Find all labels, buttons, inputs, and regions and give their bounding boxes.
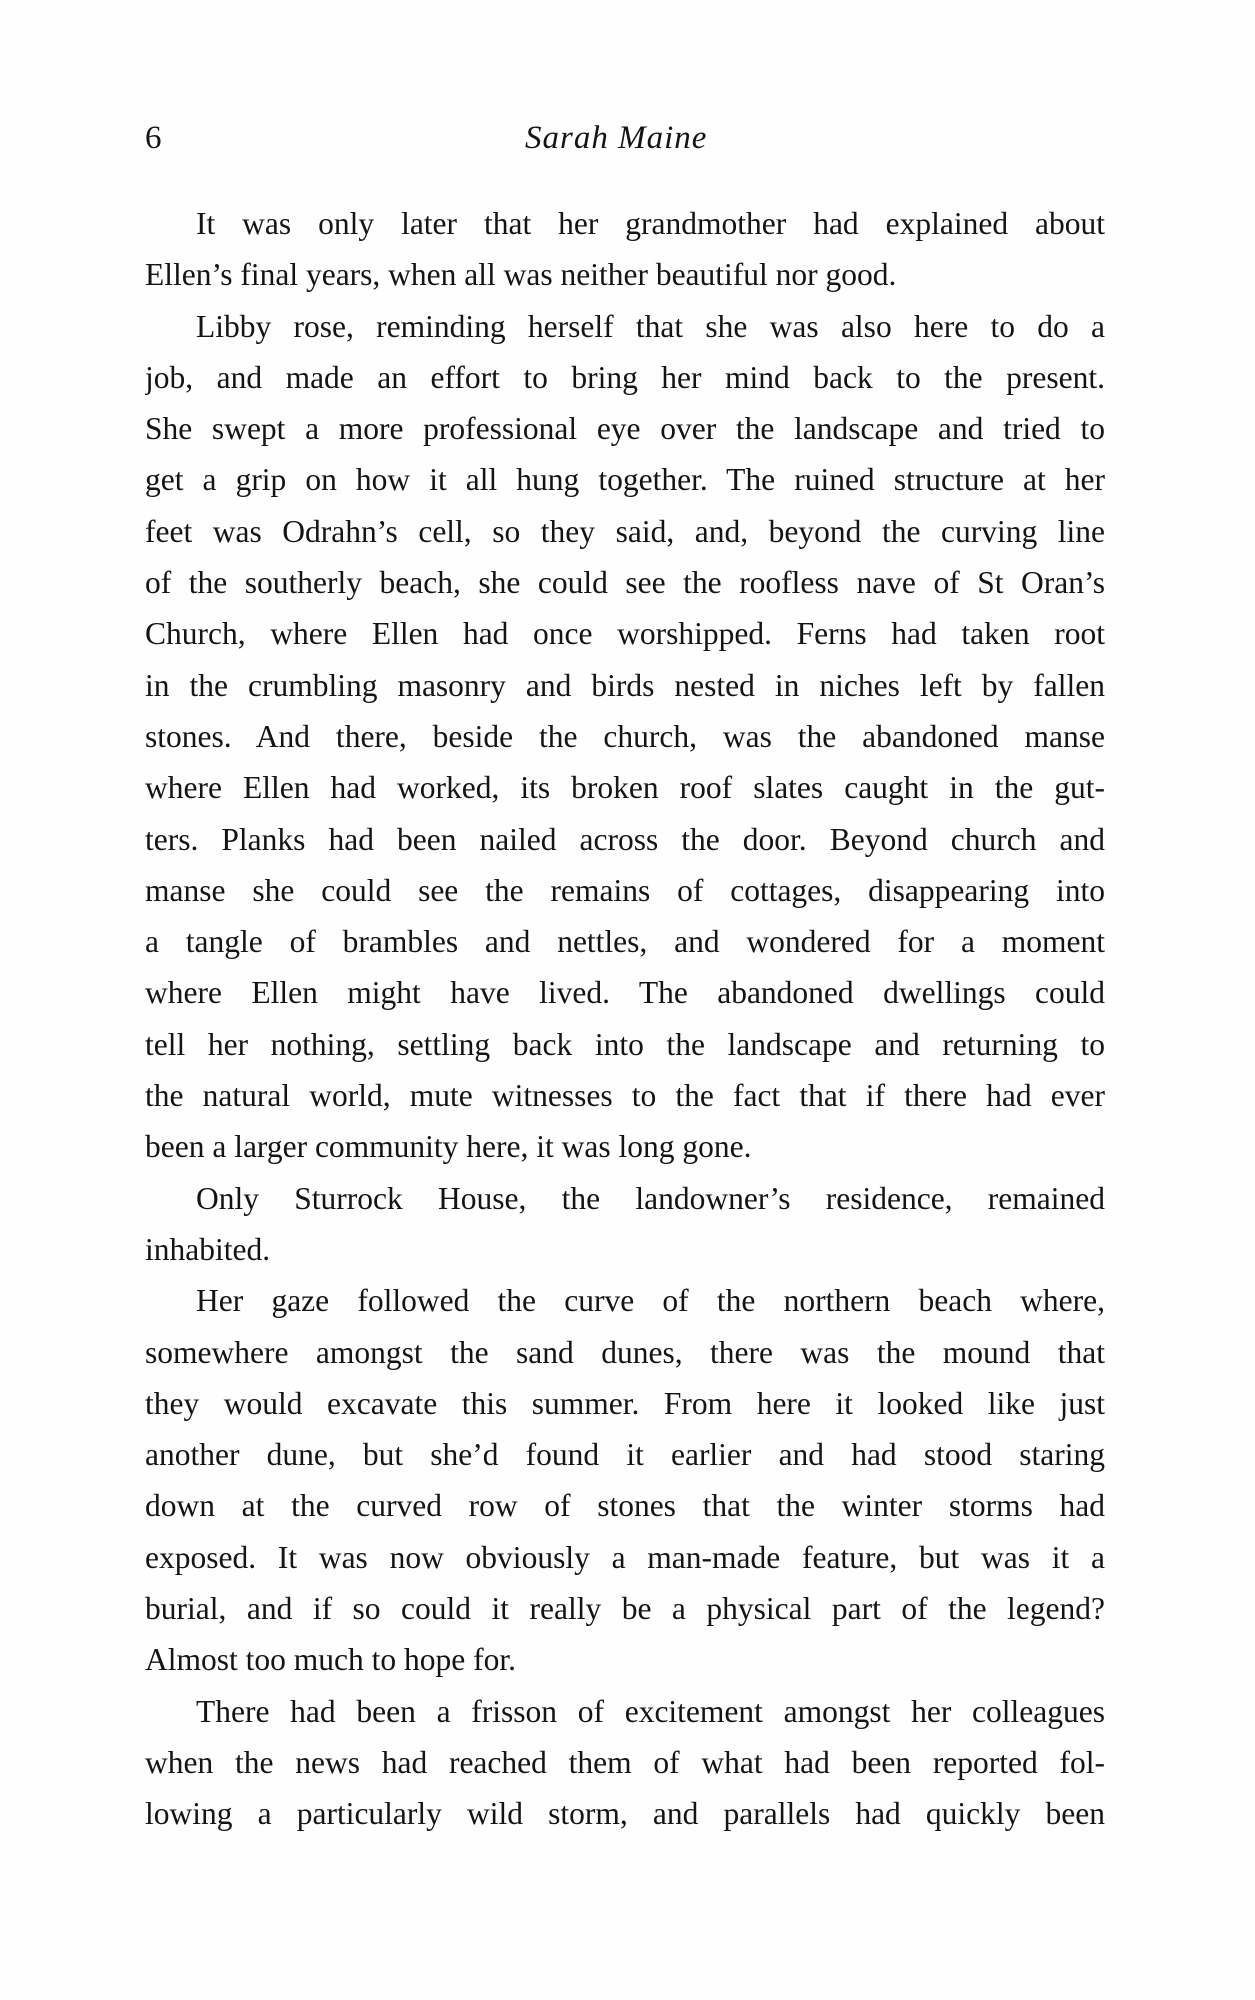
body-text [145, 198, 1105, 1840]
text-line: feet was Odrahn’s cell, so they said, and, beyond the curving line [145, 513, 1105, 549]
text-line: Almost too much to hope for. [145, 1642, 516, 1678]
text-line: exposed. It was now obviously a man-made feature, but was it a [145, 1539, 1105, 1575]
running-title-author: Sarah Maine [525, 120, 708, 156]
text-line: where Ellen might have lived. The abandoned dwellings could [145, 975, 1105, 1011]
text-line: inhabited. [145, 1231, 271, 1267]
text-line: they would excavate this summer. From here it looked like just [145, 1385, 1105, 1421]
text-line: It was only later that her grandmother had explained about [196, 206, 1105, 241]
text-line: job, and made an effort to bring her mind back to the present. [145, 359, 1105, 395]
text-line: where Ellen had worked, its broken roof slates caught in the gut- [145, 770, 1105, 806]
text-line: manse she could see the remains of cottages, disappearing into [145, 872, 1105, 908]
text-line: somewhere amongst the sand dunes, there was the mound that [145, 1334, 1105, 1370]
page-number: 6 [145, 120, 162, 156]
running-head [145, 118, 1105, 158]
text-line: the natural world, mute witnesses to the fact that if there had ever [145, 1078, 1105, 1114]
text-line: been a larger community here, it was long gone. [145, 1129, 752, 1165]
text-line: down at the curved row of stones that the winter storms had [145, 1488, 1105, 1524]
text-line: ters. Planks had been nailed across the door. Beyond church and [145, 821, 1105, 857]
text-line: Only Sturrock House, the landowner’s residence, remained [196, 1180, 1105, 1216]
text-line: Her gaze followed the curve of the northern beach where, [196, 1283, 1105, 1319]
text-line: another dune, but she’d found it earlier and had stood staring [145, 1437, 1105, 1473]
text-line: Church, where Ellen had once worshipped. Ferns had taken root [145, 616, 1105, 652]
text-line: in the crumbling masonry and birds nested in niches left by fallen [145, 667, 1105, 703]
text-line: stones. And there, beside the church, was the abandoned manse [145, 718, 1105, 754]
text-line: lowing a particularly wild storm, and parallels had quickly been [145, 1796, 1105, 1832]
text-line: There had been a frisson of excitement amongst her colleagues [196, 1693, 1105, 1729]
text-line: burial, and if so could it really be a physical part of the legend? [145, 1591, 1105, 1627]
text-line: She swept a more professional eye over the landscape and tried to [145, 411, 1105, 447]
text-line: Libby rose, reminding herself that she was also here to do a [196, 308, 1105, 344]
text-line: a tangle of brambles and nettles, and wondered for a moment [145, 924, 1105, 960]
text-line: of the southerly beach, she could see the roofless nave of St Oran’s [145, 565, 1105, 601]
text-line: Ellen’s final years, when all was neither beautiful nor good. [145, 257, 897, 293]
text-line: tell her nothing, settling back into the landscape and returning to [145, 1026, 1105, 1062]
text-line: get a grip on how it all hung together. The ruined structure at her [145, 462, 1105, 498]
text-line: when the news had reached them of what had been reported fol- [145, 1744, 1105, 1780]
